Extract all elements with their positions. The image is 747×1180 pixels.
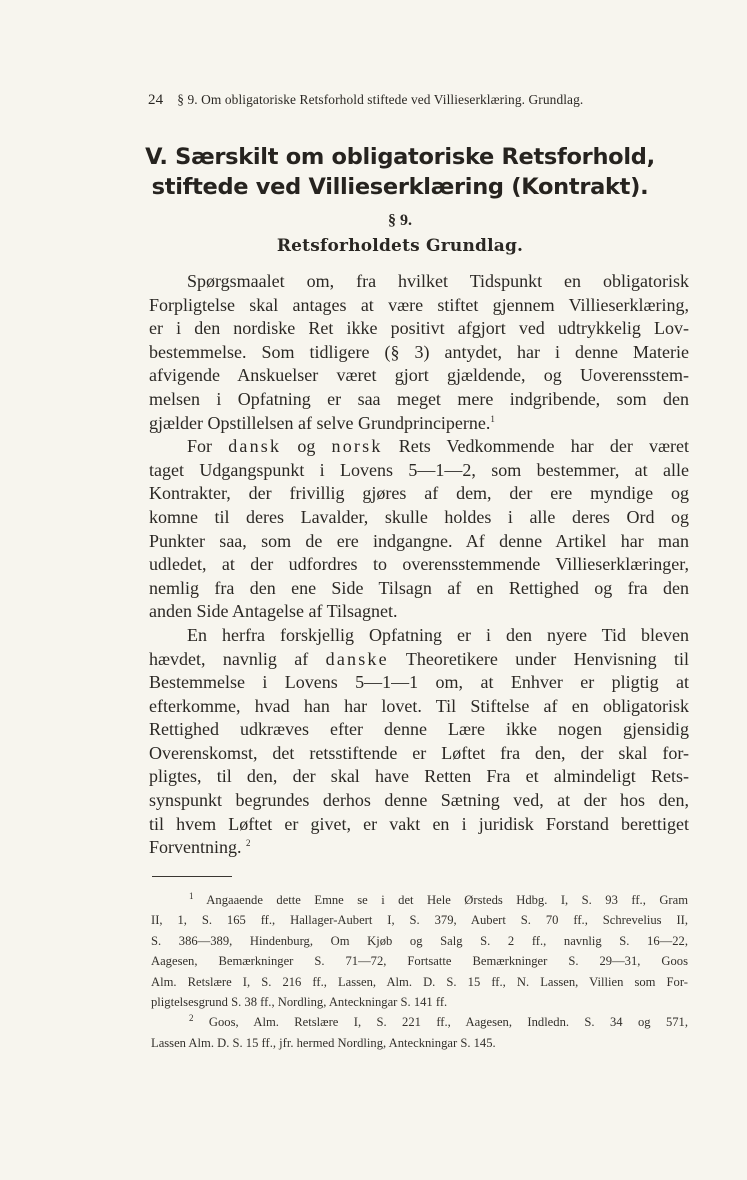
body-line: er i den nordiske Ret ikke positivt afgjort ved udtrykkelig Lov-	[149, 318, 689, 339]
body-text-fragment: hævdet, navnlig af	[149, 648, 309, 669]
chapter-title-line-2: stiftede ved Villieserklæring (Kontrakt).	[151, 174, 649, 200]
body-line: udledet, at der udfordres to overensstemmende Villieserklæringer,	[149, 554, 689, 575]
body-text	[149, 270, 689, 860]
body-line: anden Side Antagelse af Tilsagnet.	[149, 601, 398, 622]
spaced-word: dansk	[228, 436, 282, 457]
body-line: taget Udgangspunkt i Lovens 5—1—2, som bestemmer, at alle	[149, 459, 689, 480]
footnotes	[151, 890, 688, 1053]
body-line: komne til deres Lavalder, skulle holdes i alle deres Ord og	[149, 506, 689, 527]
footnote-line: II, 1, S. 165 ff., Hallager-Aubert I, S. 379, Aubert S. 70 ff., Schrevelius II,	[151, 913, 688, 928]
body-line: pligtes, til den, der skal have Retten Fra et almindeligt Rets-	[149, 766, 689, 787]
footnote-line: pligtelsesgrund S. 38 ff., Nordling, Anteckningar S. 141 ff.	[151, 994, 448, 1009]
footnote-ref: 1	[490, 413, 495, 424]
footnote-line: Lassen Alm. D. S. 15 ff., jfr. hermed Nordling, Anteckningar S. 145.	[151, 1035, 496, 1050]
section-title: Retsforholdets Grundlag.	[276, 236, 524, 256]
body-line-text: Forventning.	[149, 837, 242, 858]
body-line: Rettighed udkræves efter denne Lære ikke nogen gjensidig	[149, 719, 689, 740]
body-text-fragment: og	[297, 436, 316, 457]
footnote-line	[151, 890, 688, 910]
footnote-ref: 2	[246, 838, 251, 849]
footnote-mark: 1	[189, 890, 194, 901]
body-line: Kontrakter, der frivillig gjøres af dem, der ere myndige og	[149, 483, 689, 504]
footnote-divider	[152, 876, 232, 877]
section-number: § 9.	[388, 212, 412, 229]
body-line: Overenskomst, det retsstiftende er Løftet fra den, der skal for-	[149, 742, 689, 763]
body-text-fragment: Theoretikere under Henvisning til	[405, 648, 689, 669]
body-line	[149, 435, 689, 459]
body-text-fragment: Rets Vedkommende har der været	[398, 436, 689, 457]
body-line: melsen i Opfatning er saa meget mere indgribende, som den	[149, 388, 689, 409]
body-line	[149, 648, 689, 672]
spaced-word: norsk	[331, 436, 383, 457]
body-line: Bestemmelse i Lovens 5—1—1 om, at Enhver er pligtig at	[149, 672, 689, 693]
footnote-line: Aagesen, Bemærkninger S. 71—72, Fortsatte Bemærkninger S. 29—31, Goos	[151, 954, 688, 969]
body-line: synspunkt begrundes derhos denne Sætning ved, at der hos den,	[149, 790, 689, 811]
body-line: Punkter saa, som de ere indgangne. Af denne Artikel har man	[149, 530, 689, 551]
page-number: 24	[148, 92, 164, 108]
body-line: efterkomme, hvad han har lovet. Til Stiftelse af en obligatorisk	[149, 695, 689, 716]
body-line-text: gjælder Opstillelsen af selve Grundprinciperne.	[149, 412, 491, 433]
body-line: til hvem Løftet er givet, er vakt en i juridisk Forstand berettiget	[149, 813, 689, 834]
spaced-word: danske	[325, 648, 389, 669]
footnote-mark: 2	[189, 1013, 194, 1024]
body-line: nemlig fra den ene Side Tilsagn af en Rettighed og fra den	[149, 577, 689, 598]
body-line: Spørgsmaalet om, fra hvilket Tidspunkt en obligatorisk	[187, 271, 689, 291]
footnote-line: S. 386—389, Hindenburg, Om Kjøb og Salg S. 2 ff., navnlig S. 16—22,	[151, 933, 688, 948]
body-line: En herfra forskjellig Opfatning er i den nyere Tid bleven	[187, 624, 689, 645]
footnote-line: Alm. Retslære I, S. 216 ff., Lassen, Alm. D. S. 15 ff., N. Lassen, Villien som For-	[151, 974, 688, 989]
footnote-line	[151, 1012, 688, 1032]
footnote-line-text: Goos, Alm. Retslære I, S. 221 ff., Aagesen, Indledn. S. 34 og 571,	[208, 1015, 688, 1030]
body-line: bestemmelse. Som tidligere (§ 3) antydet, har i denne Materie	[149, 341, 689, 362]
body-line	[149, 836, 689, 860]
footnote-line-text: Angaaende dette Emne se i det Hele Ørsteds Hdbg. I, S. 93 ff., Gram	[206, 893, 688, 907]
body-line	[149, 412, 689, 436]
body-line: Forpligtelse skal antages at være stiftet gjennem Villieserklæring,	[149, 294, 689, 315]
body-text-fragment: For	[187, 436, 213, 457]
chapter-title-line-1: V. Særskilt om obligatoriske Retsforhold,	[145, 144, 655, 170]
chapter-title	[140, 142, 660, 202]
body-line: afvigende Anskuelser været gjort gjældende, og Uoverensstem-	[149, 365, 689, 386]
running-header	[148, 92, 668, 109]
running-title: § 9. Om obligatoriske Retsforhold stiftede ved Villieserklæring. Grundlag.	[177, 92, 584, 107]
